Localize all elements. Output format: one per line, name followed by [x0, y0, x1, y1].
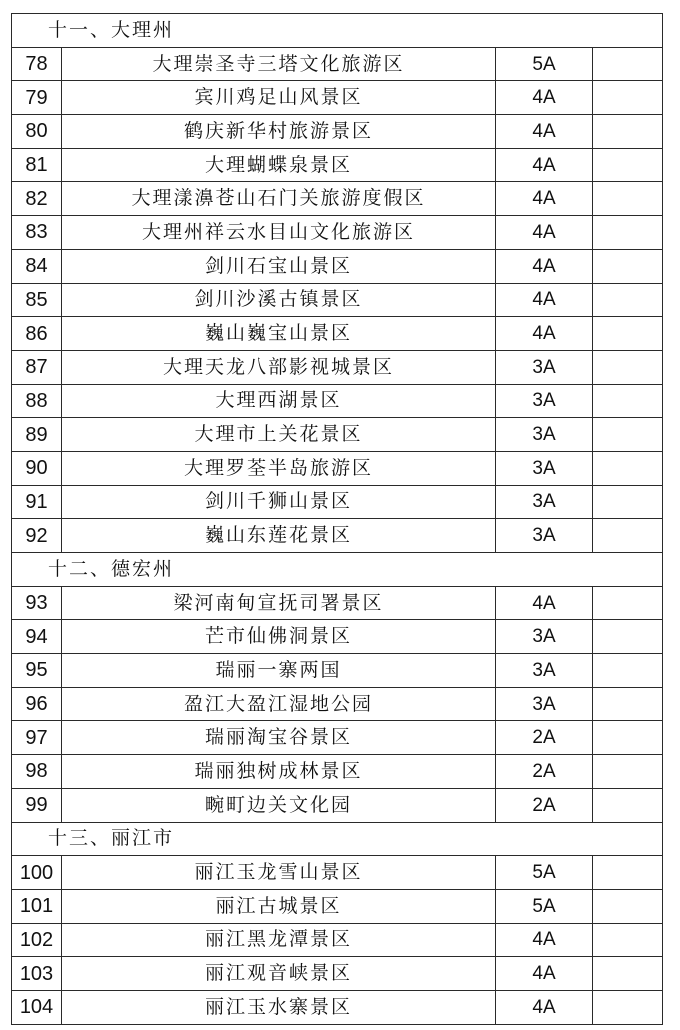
table-row — [12, 148, 663, 182]
scenic-spot-name: 丽江观音峡景区 — [62, 957, 496, 991]
table-row — [12, 957, 663, 991]
table-row — [12, 182, 663, 216]
scenic-spot-level: 4A — [496, 317, 593, 351]
scenic-spot-level: 4A — [496, 148, 593, 182]
section-title: 十一、大理州 — [12, 14, 663, 48]
scenic-spot-name: 剑川千狮山景区 — [62, 485, 496, 519]
scenic-spot-level: 3A — [496, 687, 593, 721]
note-cell — [593, 418, 663, 452]
note-cell — [593, 755, 663, 789]
scenic-spot-name: 丽江黑龙潭景区 — [62, 923, 496, 957]
table-row — [12, 384, 663, 418]
scenic-spot-name: 剑川石宝山景区 — [62, 249, 496, 283]
table-row — [12, 755, 663, 789]
row-number: 89 — [12, 418, 62, 452]
note-cell — [593, 47, 663, 81]
table-row — [12, 519, 663, 553]
row-number: 78 — [12, 47, 62, 81]
row-number: 103 — [12, 957, 62, 991]
scenic-spot-name: 瑞丽独树成林景区 — [62, 755, 496, 789]
scenic-spot-name: 瑞丽淘宝谷景区 — [62, 721, 496, 755]
scenic-spot-level: 4A — [496, 923, 593, 957]
row-number: 85 — [12, 283, 62, 317]
note-cell — [593, 586, 663, 620]
table-row — [12, 115, 663, 149]
note-cell — [593, 923, 663, 957]
scenic-spot-name: 巍山东莲花景区 — [62, 519, 496, 553]
row-number: 92 — [12, 519, 62, 553]
table-row — [12, 687, 663, 721]
scenic-spot-level: 3A — [496, 620, 593, 654]
scenic-spot-level: 3A — [496, 654, 593, 688]
row-number: 91 — [12, 485, 62, 519]
row-number: 82 — [12, 182, 62, 216]
scenic-spot-name: 丽江玉龙雪山景区 — [62, 856, 496, 890]
row-number: 90 — [12, 451, 62, 485]
table-row — [12, 923, 663, 957]
table-row — [12, 654, 663, 688]
note-cell — [593, 957, 663, 991]
table-row — [12, 586, 663, 620]
scenic-spot-level: 3A — [496, 384, 593, 418]
section-title: 十二、德宏州 — [12, 553, 663, 587]
note-cell — [593, 990, 663, 1024]
scenic-spot-level: 3A — [496, 350, 593, 384]
table-row — [12, 283, 663, 317]
table-row — [12, 451, 663, 485]
note-cell — [593, 384, 663, 418]
scenic-spot-name: 鹤庆新华村旅游景区 — [62, 115, 496, 149]
scenic-spot-level: 3A — [496, 451, 593, 485]
note-cell — [593, 451, 663, 485]
table-row — [12, 317, 663, 351]
table-row — [12, 216, 663, 250]
note-cell — [593, 721, 663, 755]
row-number: 98 — [12, 755, 62, 789]
scenic-spot-name: 宾川鸡足山风景区 — [62, 81, 496, 115]
scenic-spot-name: 大理市上关花景区 — [62, 418, 496, 452]
table-row — [12, 889, 663, 923]
table-row — [12, 47, 663, 81]
table-row — [12, 485, 663, 519]
row-number: 97 — [12, 721, 62, 755]
scenic-spot-level: 3A — [496, 485, 593, 519]
scenic-spot-name: 大理州祥云水目山文化旅游区 — [62, 216, 496, 250]
note-cell — [593, 283, 663, 317]
note-cell — [593, 856, 663, 890]
scenic-spot-level: 2A — [496, 788, 593, 822]
scenic-spot-name: 大理蝴蝶泉景区 — [62, 148, 496, 182]
table-row — [12, 990, 663, 1024]
scenic-spot-name: 梁河南甸宣抚司署景区 — [62, 586, 496, 620]
row-number: 93 — [12, 586, 62, 620]
note-cell — [593, 788, 663, 822]
row-number: 102 — [12, 923, 62, 957]
note-cell — [593, 620, 663, 654]
table-row — [12, 721, 663, 755]
note-cell — [593, 485, 663, 519]
note-cell — [593, 889, 663, 923]
scenic-spot-name: 畹町边关文化园 — [62, 788, 496, 822]
table-row — [12, 620, 663, 654]
scenic-spot-level: 4A — [496, 216, 593, 250]
section-header-row — [12, 822, 663, 856]
scenic-spot-name: 剑川沙溪古镇景区 — [62, 283, 496, 317]
table-row — [12, 418, 663, 452]
row-number: 95 — [12, 654, 62, 688]
scenic-spot-name: 丽江玉水寨景区 — [62, 990, 496, 1024]
row-number: 86 — [12, 317, 62, 351]
table-row — [12, 788, 663, 822]
note-cell — [593, 216, 663, 250]
row-number: 88 — [12, 384, 62, 418]
table-body — [12, 14, 663, 1025]
scenic-spot-level: 5A — [496, 47, 593, 81]
note-cell — [593, 148, 663, 182]
scenic-spot-table — [11, 13, 663, 1025]
note-cell — [593, 81, 663, 115]
scenic-spot-level: 4A — [496, 957, 593, 991]
scenic-spot-name: 大理西湖景区 — [62, 384, 496, 418]
row-number: 79 — [12, 81, 62, 115]
row-number: 104 — [12, 990, 62, 1024]
scenic-spot-level: 4A — [496, 81, 593, 115]
note-cell — [593, 182, 663, 216]
scenic-spot-name: 大理天龙八部影视城景区 — [62, 350, 496, 384]
note-cell — [593, 654, 663, 688]
row-number: 84 — [12, 249, 62, 283]
note-cell — [593, 519, 663, 553]
section-title: 十三、丽江市 — [12, 822, 663, 856]
scenic-spot-name: 巍山巍宝山景区 — [62, 317, 496, 351]
note-cell — [593, 350, 663, 384]
scenic-spot-level: 2A — [496, 721, 593, 755]
row-number: 83 — [12, 216, 62, 250]
row-number: 81 — [12, 148, 62, 182]
scenic-spot-name: 丽江古城景区 — [62, 889, 496, 923]
table-row — [12, 249, 663, 283]
table-row — [12, 81, 663, 115]
section-header-row — [12, 553, 663, 587]
row-number: 100 — [12, 856, 62, 890]
scenic-spot-level: 4A — [496, 283, 593, 317]
scenic-spot-name: 盈江大盈江湿地公园 — [62, 687, 496, 721]
row-number: 87 — [12, 350, 62, 384]
scenic-spot-level: 3A — [496, 418, 593, 452]
scenic-spot-name: 芒市仙佛洞景区 — [62, 620, 496, 654]
note-cell — [593, 317, 663, 351]
scenic-spot-level: 4A — [496, 249, 593, 283]
scenic-spot-name: 瑞丽一寨两国 — [62, 654, 496, 688]
scenic-spot-level: 4A — [496, 990, 593, 1024]
note-cell — [593, 249, 663, 283]
row-number: 101 — [12, 889, 62, 923]
scenic-spot-level: 2A — [496, 755, 593, 789]
note-cell — [593, 115, 663, 149]
scenic-spot-level: 5A — [496, 856, 593, 890]
scenic-spot-name: 大理崇圣寺三塔文化旅游区 — [62, 47, 496, 81]
scenic-spot-level: 3A — [496, 519, 593, 553]
row-number: 99 — [12, 788, 62, 822]
row-number: 94 — [12, 620, 62, 654]
note-cell — [593, 687, 663, 721]
scenic-spot-level: 4A — [496, 182, 593, 216]
scenic-spot-level: 4A — [496, 115, 593, 149]
scenic-spot-name: 大理漾濞苍山石门关旅游度假区 — [62, 182, 496, 216]
row-number: 96 — [12, 687, 62, 721]
scenic-spot-level: 4A — [496, 586, 593, 620]
table-row — [12, 856, 663, 890]
table-row — [12, 350, 663, 384]
scenic-spot-level: 5A — [496, 889, 593, 923]
row-number: 80 — [12, 115, 62, 149]
section-header-row — [12, 14, 663, 48]
scenic-spot-name: 大理罗荃半岛旅游区 — [62, 451, 496, 485]
